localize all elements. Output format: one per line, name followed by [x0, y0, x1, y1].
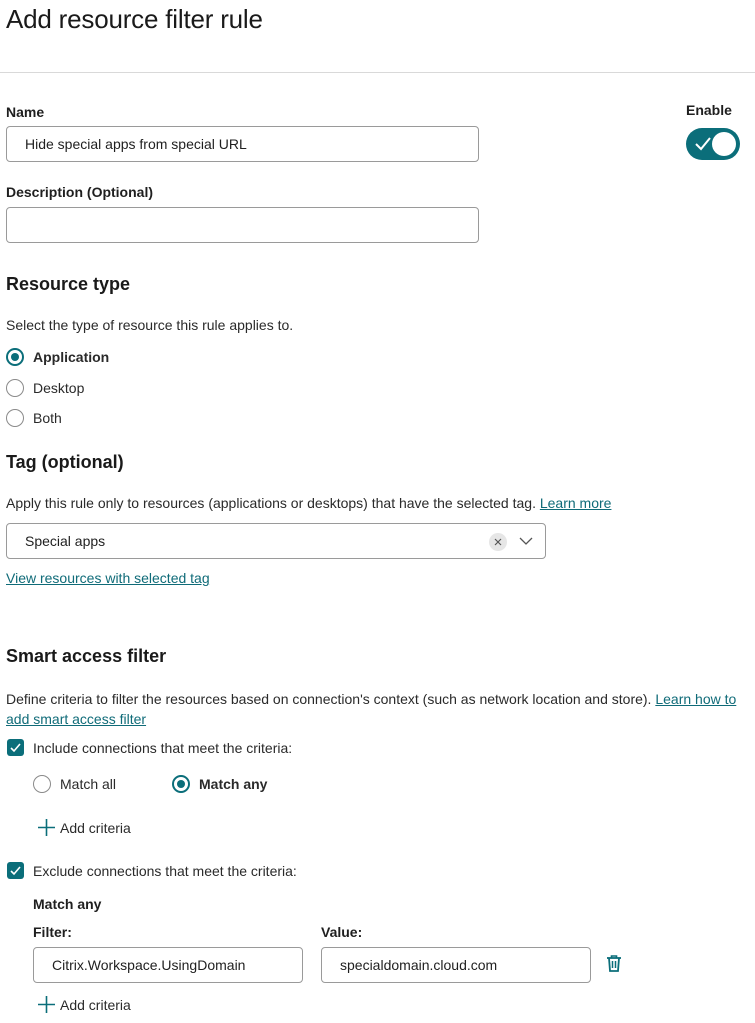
plus-icon [37, 995, 56, 1014]
enable-label: Enable [686, 102, 732, 118]
filter-label: Filter: [33, 924, 72, 940]
radio-application-label: Application [33, 349, 110, 365]
page-title: Add resource filter rule [6, 4, 263, 34]
radio-both-label: Both [33, 410, 62, 426]
enable-toggle[interactable] [686, 128, 740, 160]
check-icon [9, 864, 22, 877]
radio-both-control[interactable] [6, 409, 24, 427]
view-resources-link[interactable]: View resources with selected tag [6, 570, 210, 586]
exclude-checkbox[interactable] [7, 862, 24, 879]
smart-access-help: Define criteria to filter the resources based on connection's context (such as network location and store). [6, 691, 652, 707]
exclude-add-criteria-label: Add criteria [60, 996, 131, 1013]
tag-select-value: Special apps [25, 533, 106, 549]
header-divider [0, 72, 755, 73]
description-label: Description (Optional) [6, 184, 153, 200]
value-input-value: specialdomain.cloud.com [340, 957, 498, 973]
radio-both[interactable] [6, 409, 62, 427]
filter-input-value: Citrix.Workspace.UsingDomain [52, 957, 246, 973]
description-input[interactable] [6, 207, 479, 243]
exclude-label: Exclude connections that meet the criteria: [33, 862, 297, 879]
check-icon [694, 135, 712, 153]
tag-help-line [6, 495, 611, 511]
exclude-checkbox-row[interactable] [7, 862, 297, 879]
name-input[interactable] [6, 126, 479, 162]
clear-icon[interactable] [489, 533, 507, 551]
radio-match-all[interactable] [33, 775, 116, 793]
tag-help: Apply this rule only to resources (applications or desktops) that have the selected tag. [6, 495, 536, 511]
value-label: Value: [321, 924, 363, 940]
include-add-criteria-button[interactable] [37, 818, 131, 837]
trash-icon[interactable] [604, 953, 624, 973]
tag-heading: Tag (optional) [6, 452, 124, 472]
radio-application-control[interactable] [6, 348, 24, 366]
filter-input[interactable] [33, 947, 303, 983]
check-icon [9, 741, 22, 754]
include-checkbox-row[interactable] [7, 739, 292, 756]
radio-application[interactable] [6, 348, 109, 366]
name-label: Name [6, 104, 45, 120]
smart-access-learn-link-2[interactable]: add smart access filter [6, 711, 147, 727]
plus-icon [37, 818, 56, 837]
include-label: Include connections that meet the criteria: [33, 739, 293, 756]
radio-desktop-control[interactable] [6, 379, 24, 397]
name-input-value: Hide special apps from special URL [25, 136, 247, 152]
exclude-add-criteria-button[interactable] [37, 995, 131, 1014]
radio-desktop[interactable] [6, 379, 84, 397]
smart-access-help-block [6, 689, 746, 729]
smart-access-learn-link-1[interactable]: Learn how to [655, 691, 737, 707]
include-add-criteria-label: Add criteria [60, 819, 131, 836]
radio-match-any-label: Match any [199, 776, 268, 792]
radio-match-any-control[interactable] [172, 775, 190, 793]
tag-learn-more-link[interactable]: Learn more [539, 495, 612, 511]
chevron-down-icon[interactable] [517, 532, 535, 550]
radio-match-any[interactable] [172, 775, 267, 793]
toggle-knob [712, 132, 736, 156]
include-checkbox[interactable] [7, 739, 24, 756]
smart-access-heading: Smart access filter [6, 646, 167, 666]
value-input[interactable] [321, 947, 591, 983]
radio-desktop-label: Desktop [33, 380, 85, 396]
tag-select[interactable] [6, 523, 546, 559]
exclude-match-heading: Match any [33, 896, 102, 912]
resource-type-help: Select the type of resource this rule applies to. [6, 317, 294, 333]
radio-match-all-control[interactable] [33, 775, 51, 793]
resource-type-heading: Resource type [6, 274, 131, 294]
radio-match-all-label: Match all [60, 776, 117, 792]
